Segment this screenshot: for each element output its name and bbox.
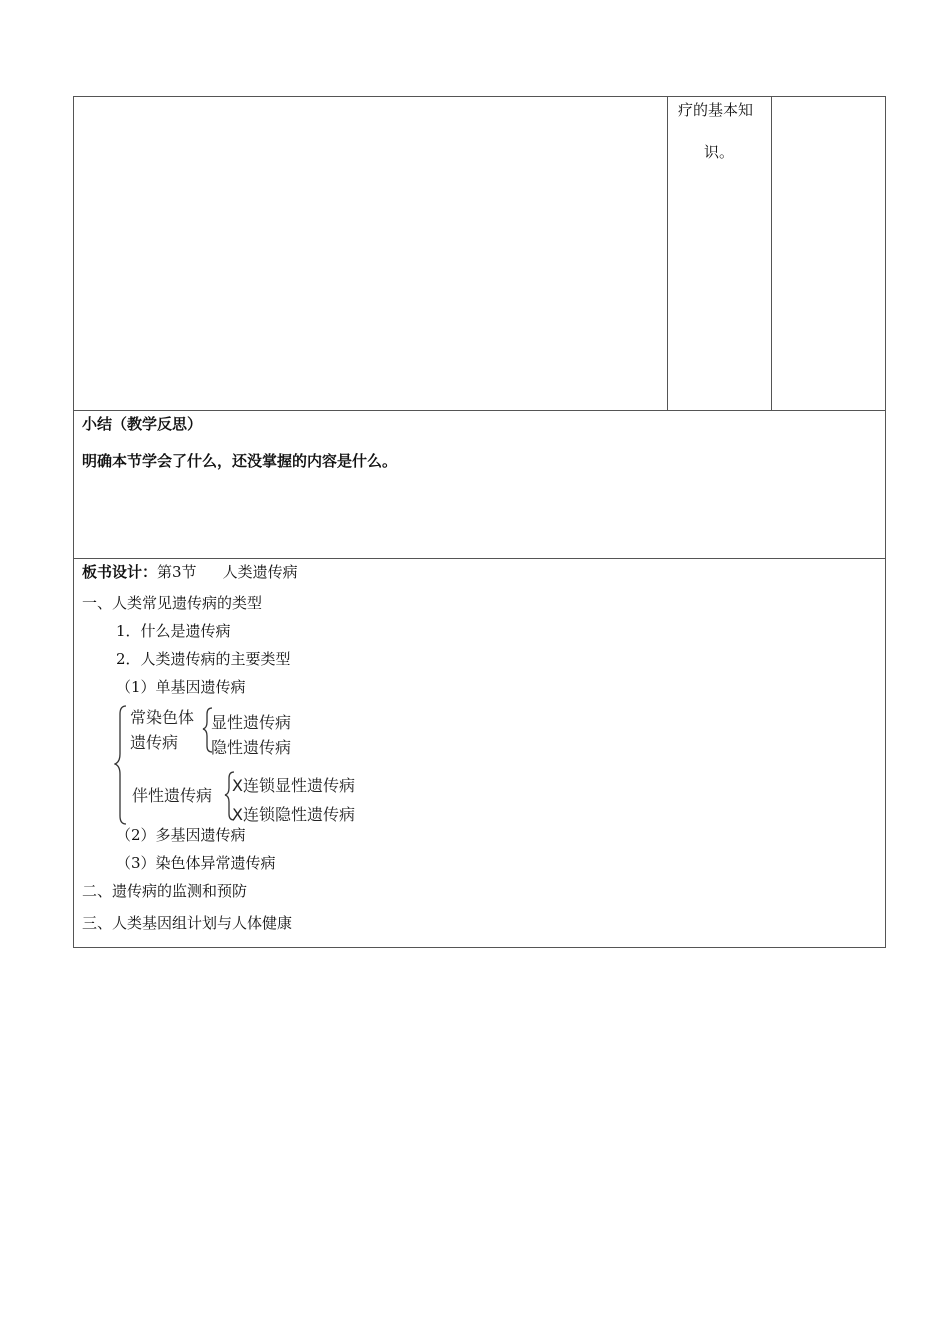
board-title: 人类遗传病 — [222, 563, 298, 581]
sex-linked-label: 伴性遗传病 — [132, 786, 213, 805]
row-divider-2 — [73, 558, 886, 559]
table-left-border — [73, 96, 74, 948]
table-bottom-border — [73, 947, 886, 948]
cell-text-line2: 识。 — [704, 143, 735, 161]
autosomal-dominant-label: 显性遗传病 — [211, 713, 292, 732]
board-title-line — [82, 563, 298, 581]
outline-line-8: 三、人类基因组计划与人体健康 — [82, 914, 293, 932]
column-divider-2 — [771, 96, 772, 411]
outline-line-4: （1）单基因遗传病 — [116, 678, 246, 696]
x-dominant-label: X连锁显性遗传病 — [232, 776, 355, 795]
row-divider-1 — [73, 410, 886, 411]
outline-line-6: （3）染色体异常遗传病 — [116, 854, 276, 872]
summary-text: 明确本节学会了什么，还没掌握的内容是什么。 — [82, 452, 398, 470]
cell-text-line1: 疗的基本知 — [678, 101, 754, 119]
board-section: 第3节 — [157, 563, 197, 581]
table-top-border — [73, 96, 886, 97]
autosomal-recessive-label: 隐性遗传病 — [211, 738, 292, 757]
x-recessive-label: X连锁隐性遗传病 — [232, 805, 355, 824]
classification-diagram — [114, 702, 374, 826]
column-divider-1 — [667, 96, 668, 411]
outline-line-1: 一、人类常见遗传病的类型 — [82, 594, 263, 612]
autosomal-label-1: 常染色体 — [130, 708, 195, 727]
outline-line-3: 2．人类遗传病的主要类型 — [116, 650, 291, 668]
table-right-border — [885, 96, 886, 948]
autosomal-label-2: 遗传病 — [130, 733, 179, 752]
outline-line-2: 1．什么是遗传病 — [116, 622, 231, 640]
board-label: 板书设计： — [82, 563, 158, 581]
main-brace — [115, 706, 126, 824]
outline-line-7: 二、遗传病的监测和预防 — [82, 882, 248, 900]
summary-heading: 小结（教学反思） — [82, 415, 203, 433]
outline-line-5: （2）多基因遗传病 — [116, 826, 246, 844]
